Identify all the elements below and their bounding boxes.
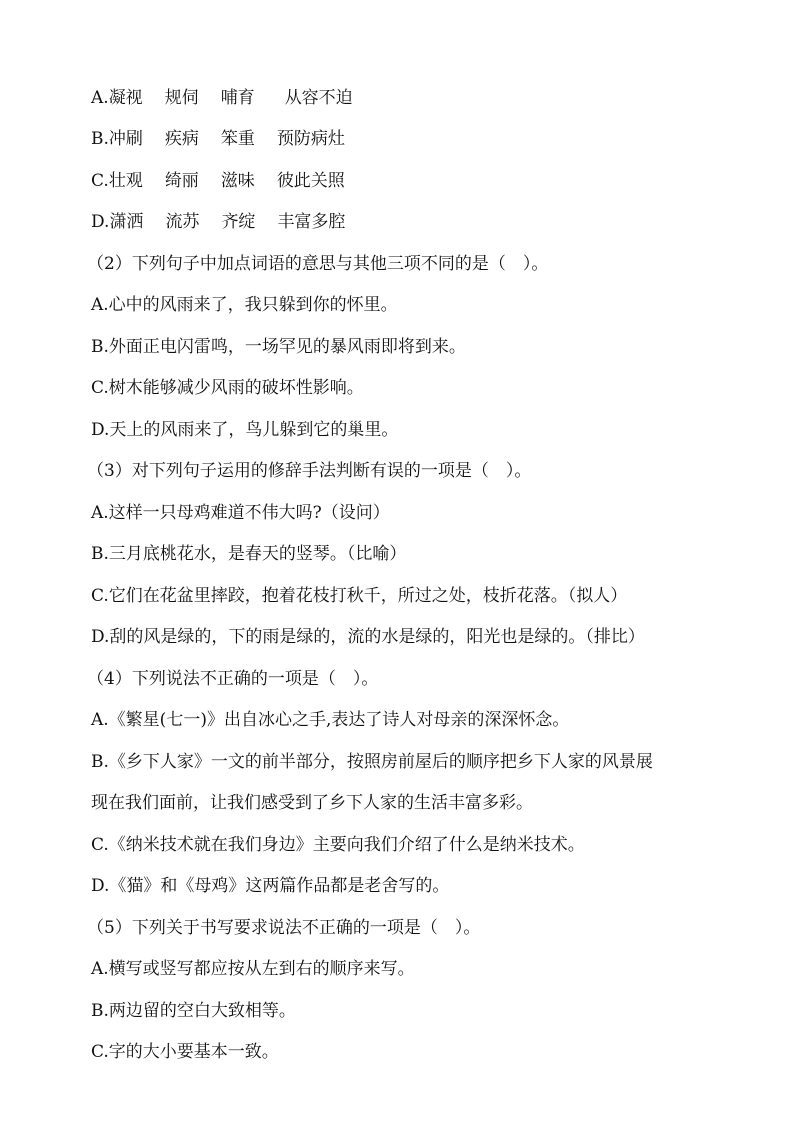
q3-stem: （3）对下列句子运用的修辞手法判断有误的一项是（ ）。 xyxy=(87,461,532,481)
q4-stem: （4）下列说法不正确的一项是（ ）。 xyxy=(87,669,379,689)
option-letter: D. xyxy=(91,212,110,232)
option-letter: A. xyxy=(91,88,109,108)
option-word: 彼此关照 xyxy=(276,171,345,191)
q5-option-b: B.两边留的空白大致相等。 xyxy=(91,1001,296,1021)
option-word: 从容不迫 xyxy=(284,88,353,108)
q3-option-c: C.它们在花盆里摔跤，抱着花枝打秋千，所过之处，枝折花落。（拟人） xyxy=(91,586,628,606)
option-word: 预防病灶 xyxy=(276,129,345,149)
option-word: 齐绽 xyxy=(221,212,256,232)
option-word: 疾病 xyxy=(164,129,199,149)
q3-option-b: B.三月底桃花水，是春天的竖琴。（比喻） xyxy=(91,544,407,564)
q3-option-d: D.刮的风是绿的，下的雨是绿的，流的水是绿的，阳光也是绿的。（排比） xyxy=(91,627,645,647)
q5-stem: （5）下列关于书写要求说法不正确的一项是（ ）。 xyxy=(87,918,481,938)
q1-option-b xyxy=(91,128,774,150)
q2-option-b: B.外面正电闪雷鸣，一场罕见的暴风雨即将到来。 xyxy=(91,337,466,357)
option-word: 潇洒 xyxy=(109,212,144,232)
q3-option-a: A.这样一只母鸡难道不伟大吗?（设问） xyxy=(91,503,390,523)
option-letter: C. xyxy=(91,171,109,191)
q5-option-c: C.字的大小要基本一致。 xyxy=(91,1042,279,1062)
q2-option-a: A.心中的风雨来了，我只躲到你的怀里。 xyxy=(91,295,398,315)
q4-option-d: D.《猫》和《母鸡》这两篇作品都是老舍写的。 xyxy=(91,876,450,896)
option-letter: B. xyxy=(91,129,109,149)
q4-option-b-continued: 现在我们面前，让我们感受到了乡下人家的生活丰富多彩。 xyxy=(91,793,533,813)
q4-option-a: A.《繁星(七一)》出自冰心之手,表达了诗人对母亲的深深怀念。 xyxy=(91,710,570,730)
q2-stem: （2）下列句子中加点词语的意思与其他三项不同的是（ ）。 xyxy=(87,254,549,274)
q2-option-d: D.天上的风雨来了，鸟儿躲到它的巢里。 xyxy=(91,420,399,440)
q1-option-c xyxy=(91,170,774,192)
q1-option-a xyxy=(91,87,774,109)
option-word: 壮观 xyxy=(108,171,143,191)
option-word: 笨重 xyxy=(220,129,255,149)
option-word: 哺育 xyxy=(220,88,255,108)
option-word: 冲刷 xyxy=(108,129,143,149)
option-word: 规伺 xyxy=(164,88,199,108)
option-word: 凝视 xyxy=(108,88,143,108)
q5-option-a: A.横写或竖写都应按从左到右的顺序来写。 xyxy=(91,959,415,979)
q2-option-c: C.树木能够减少风雨的破坏性影响。 xyxy=(91,378,364,398)
option-word: 流苏 xyxy=(165,212,200,232)
option-word: 绮丽 xyxy=(164,171,199,191)
q4-option-c: C.《纳米技术就在我们身边》主要向我们介绍了什么是纳米技术。 xyxy=(91,835,585,855)
q1-option-d xyxy=(91,211,774,233)
option-word: 滋味 xyxy=(220,171,255,191)
option-word: 丰富多腔 xyxy=(277,212,346,232)
q4-option-b: B.《乡下人家》一文的前半部分，按照房前屋后的顺序把乡下人家的风景展 xyxy=(91,752,653,772)
